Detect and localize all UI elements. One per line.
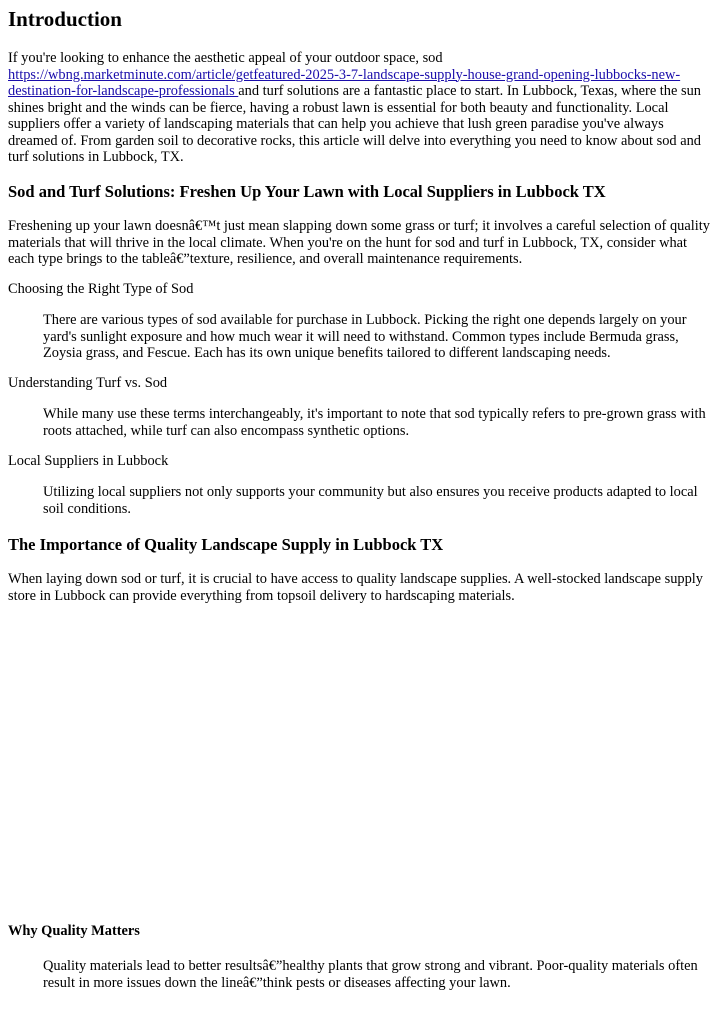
intro-paragraph	[8, 50, 712, 166]
desc-turf-vs-sod: While many use these terms interchangeably, it's important to note that sod typically refers to pre-grown grass with roots attached, while turf can also encompass synthetic options.	[43, 406, 706, 439]
section1-paragraph: Freshening up your lawn doesnâ€™t just mean slapping down some grass or turf; it involves a careful selection of quality materials that will thrive in the local climate. When you're on the hunt for sod and turf in Lubbock, TX, consider what each type brings to the tableâ€”texture, resilience, and overall maintenance requirements.	[8, 218, 710, 267]
term-choosing-sod: Choosing the Right Type of Sod	[8, 281, 194, 297]
term-turf-vs-sod: Understanding Turf vs. Sod	[8, 375, 168, 391]
section-heading-landscape-supply: The Importance of Quality Landscape Supply in Lubbock TX	[8, 535, 444, 554]
intro-text-after: and turf solutions are a fantastic place to start. In Lubbock, Texas, where the sun shines bright and the winds can be fierce, having a robust lawn is essential for both beauty and functionality. Local suppliers offer a variety of landscaping materials that can help you achieve that lush green paradise you've always dreamed of. From garden soil to decorative rocks, this article will delve into everything you need to know about sod and turf solutions in Lubbock, TX.	[8, 83, 701, 165]
desc-why-quality: Quality materials lead to better resultsâ€”healthy plants that grow strong and vibrant. Poor-quality materials often result in more issues down the lineâ€”think pests or diseases affecting your lawn.	[43, 958, 698, 991]
desc-choosing-sod: There are various types of sod available for purchase in Lubbock. Picking the right one depends largely on your yard's sunlight exposure and how much wear it will need to withstand. Common types include Bermuda grass, Zoysia grass, and Fescue. Each has its own unique benefits tailored to different landscaping needs.	[43, 312, 687, 361]
term-why-quality: Why Quality Matters	[8, 923, 140, 939]
desc-local-suppliers: Utilizing local suppliers not only supports your community but also ensures you receive products adapted to local soil conditions.	[43, 484, 698, 517]
page-title: Introduction	[8, 7, 122, 31]
section2-paragraph: When laying down sod or turf, it is crucial to have access to quality landscape supplies. A well-stocked landscape supply store in Lubbock can provide everything from topsoil delivery to hardscaping materials.	[8, 571, 703, 604]
term-local-suppliers: Local Suppliers in Lubbock	[8, 453, 169, 469]
intro-text-before: If you're looking to enhance the aesthetic appeal of your outdoor space, sod	[8, 50, 443, 66]
article-link[interactable]: https://wbng.marketminute.com/article/getfeatured-2025-3-7-landscape-supply-house-grand-opening-lubbocks-new-destination-for-landscape-professionals	[8, 66, 681, 99]
section-heading-sod-turf: Sod and Turf Solutions: Freshen Up Your Lawn with Local Suppliers in Lubbock TX	[8, 182, 606, 201]
